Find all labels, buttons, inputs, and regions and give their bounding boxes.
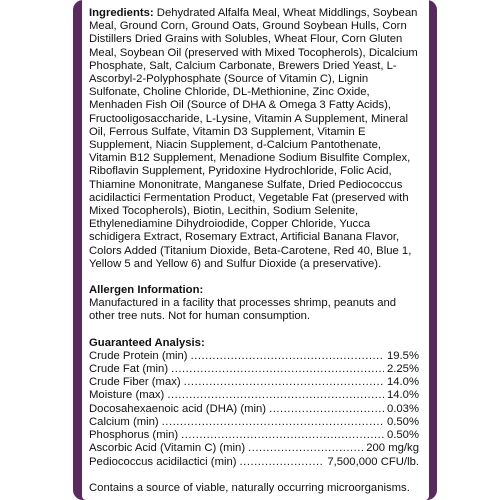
analysis-value: 200 mg/kg — [366, 442, 419, 455]
analysis-row — [89, 350, 419, 363]
dot-leader — [240, 456, 325, 469]
footer-section — [89, 482, 419, 495]
analysis-row — [89, 442, 419, 455]
analysis-label: Crude Protein (min) — [89, 349, 188, 362]
dot-leader — [269, 403, 384, 416]
dot-leader — [167, 389, 384, 402]
guaranteed-analysis-section — [89, 337, 419, 469]
analysis-row — [89, 363, 419, 376]
dot-leader — [191, 350, 384, 363]
analysis-row — [89, 403, 419, 416]
ingredients-text: Dehydrated Alfalfa Meal, Wheat Middlings, Soybean Meal, Ground Corn, Ground Oats, Ground Soybean Hulls, Corn Distillers Dried Grains with Solubles, Wheat Flour, Corn Gluten Meal, Soybean Oil (preserved with Mixed Tocopherols), Dicalcium Phosphate, Salt, Calcium Carbonate, Brewers Dried Yeast, L-Ascorbyl-2-Polyphosphate (Source of Vitamin C), Lignin Sulfonate, Choline Chloride, DL-Methionine, Zinc Oxide, Menhaden Fish Oil (Source of DHA & Omega 3 Fatty Acids), Fructooligosaccharide, L-Lysine, Vitamin A Supplement, Mineral Oil, Ferrous Sulfate, Vitamin D3 Supplement, Vitamin E Supplement, Niacin Supplement, d-Calcium Pantothenate, Vitamin B12 Supplement, Menadione Sodium Bisulfite Complex, Riboflavin Supplement, Pyridoxine Hydrochloride, Folic Acid, Thiamine Mononitrate, Manganese Sulfate, Dried Pediococcus acidilactici Fermentation Product, Vegetable Fat (preserved with Mixed Tocopherols), Biotin, Lecithin, Sodium Selenite, Ethylenediamine Dihydroiodide, Copper Chloride, Yucca schidigera Extract, Rosemary Extract, Artificial Banana Flavor, Colors Added (Titanium Dioxide, Beta-Carotene, Red 40, Blue 1, Yellow 5 and Yellow 6) and Sulfur Dioxide (a preservative). — [89, 7, 418, 270]
guaranteed-analysis-heading: Guaranteed Analysis: — [89, 336, 205, 349]
dot-leader — [184, 376, 384, 389]
analysis-label: Phosphorus (min) — [89, 429, 179, 442]
allergen-section — [89, 284, 419, 324]
analysis-row — [89, 416, 419, 429]
dot-leader — [181, 429, 384, 442]
analysis-row — [89, 376, 419, 389]
analysis-value: 0.50% — [386, 429, 419, 442]
guaranteed-analysis-table — [89, 350, 419, 469]
analysis-label: Crude Fiber (max) — [89, 376, 181, 389]
analysis-label: Crude Fat (min) — [89, 363, 169, 376]
analysis-value: 2.25% — [386, 363, 419, 376]
analysis-row — [89, 389, 419, 402]
analysis-label: Ascorbic Acid (Vitamin C) (min) — [89, 442, 246, 455]
dot-leader — [171, 363, 384, 376]
label-content — [89, 7, 419, 495]
analysis-label: Moisture (max) — [89, 389, 165, 402]
analysis-row — [89, 429, 419, 442]
analysis-value: 0.03% — [386, 402, 419, 415]
allergen-heading: Allergen Information: — [89, 284, 204, 297]
analysis-label: Calcium (min) — [89, 415, 159, 428]
analysis-value: 7,500,000 CFU/lb. — [327, 455, 419, 468]
analysis-label: Docosahexaenoic acid (DHA) (min) — [89, 402, 267, 415]
ingredients-paragraph — [89, 7, 419, 271]
analysis-value: 14.0% — [386, 376, 419, 389]
analysis-label: Pediococcus acidilactici (min) — [89, 455, 237, 468]
ingredients-heading: Ingredients: — [89, 7, 154, 19]
allergen-text: Manufactured in a facility that processes shrimp, peanuts and other tree nuts. Not for human consumption. — [89, 297, 397, 323]
dot-leader — [162, 416, 384, 429]
analysis-value: 19.5% — [386, 349, 419, 362]
analysis-row — [89, 456, 419, 469]
footer-text: Contains a source of viable, naturally occurring microorganisms. — [89, 481, 410, 494]
analysis-value: 0.50% — [386, 415, 419, 428]
analysis-value: 14.0% — [386, 389, 419, 402]
dot-leader — [248, 442, 363, 455]
